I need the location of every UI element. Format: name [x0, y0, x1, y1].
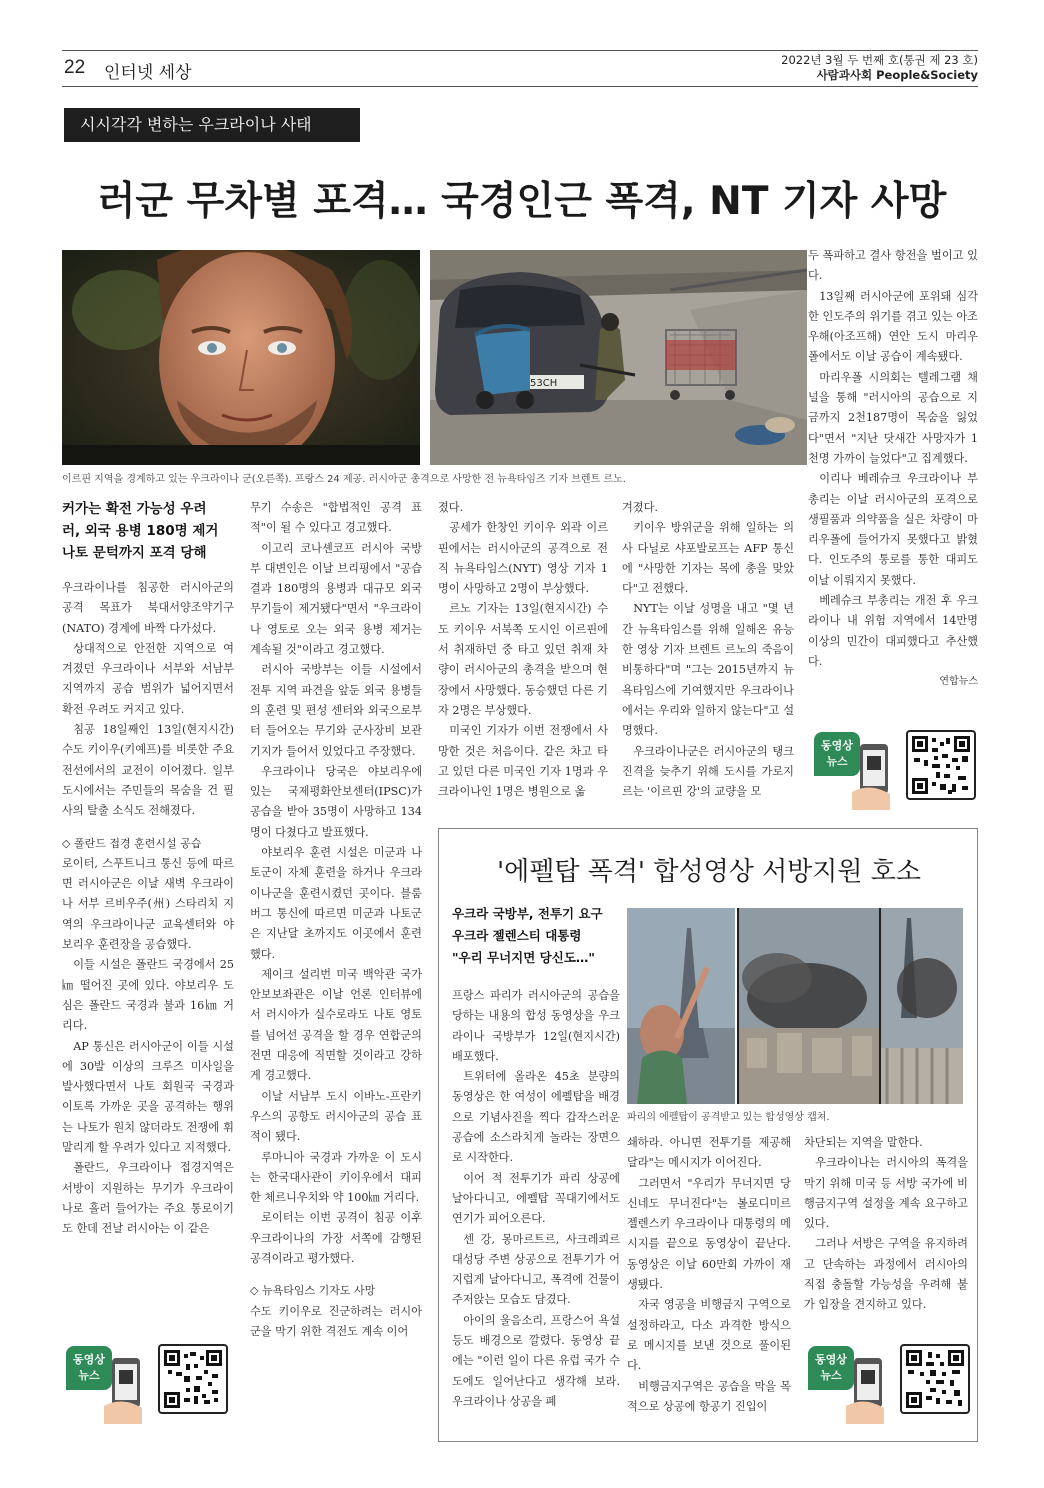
- paragraph: 키이우 방위군을 위해 일하는 의사 다닐로 샤포발로프는 AFP 통신에 "사망한 기자는 목에 총을 맞았다"고 전했다.: [622, 521, 794, 596]
- tag-line: 뉴스: [78, 1369, 100, 1382]
- issue-info: [781, 53, 978, 83]
- paragraph: 루마니아 국경과 가까운 이 도시는 한국대사관이 키이우에서 대피한 체르니우치와 약 100㎞ 거리다.: [250, 1150, 422, 1205]
- main-headline: 러군 무차별 포격… 국경인근 폭격, NT 기자 사망: [97, 179, 947, 224]
- paragraph: 이리나 베레슈크 우크라이나 부총리는 이날 러시아군의 포격으로 생필품과 의약품을 실은 차량이 마리우폴에 들어가지 못했다고 밝혔다. 인도주의 통로를 통한 대피도 이날 이뤄지지 못했다.: [808, 472, 978, 587]
- section-name: 인터넷 세상: [104, 63, 192, 83]
- paragraph: 무기 수송은 "합법적인 공격 표적"이 될 수 있다고 경고했다.: [250, 501, 422, 535]
- article-column-5: [808, 246, 978, 693]
- sidebar-column-2: [627, 1133, 791, 1417]
- paragraph: 베레슈크 부총리는 개전 후 우크라이나 내 위험 지역에서 14만명 이상의 민간이 대피했다고 추산했다.: [808, 594, 978, 668]
- paragraph: 트위터에 올라온 45초 분량의 동영상은 한 여성이 에펠탑을 배경으로 기념사진을 찍다 갑작스러운 공습에 소스라치게 놀라는 장면으로 시작한다.: [452, 1070, 620, 1165]
- phone-hand-icon: [102, 1356, 152, 1426]
- paragraph: 자국 영공을 비행금지 구역으로 설정하라고, 다소 과격한 방식으로 메시지를 보낸 것으로 풀이된다.: [627, 1298, 791, 1373]
- header-bottom-rule: [62, 86, 978, 87]
- paragraph: 이어 적 전투기가 파리 상공에 날아다니고, 에펠탑 꼭대기에서도 연기가 피어오른다.: [452, 1171, 620, 1226]
- paragraph: 마리우폴 시의회는 텔레그램 채널을 통해 "러시아의 공습으로 지금까지 2천187명이 목숨을 잃었다"면서 "지난 닷새간 사망자가 1천명 가까이 늘었다"고 집계했다.: [808, 370, 978, 465]
- article-column-4: [622, 498, 794, 802]
- deck-line: 나토 문턱까지 포격 당해: [62, 545, 207, 561]
- phone-hand-icon: [844, 1356, 894, 1426]
- header-top-rule: [62, 50, 978, 51]
- paragraph: 비행금지구역은 공습을 막을 목적으로 상공에 항공기 진입이: [627, 1379, 791, 1413]
- paragraph: 우크라이나 당국은 야보리우에 있는 국제평화안보센터(IPSC)가 공습을 받아 35명이 사망하고 134명이 다쳤다고 발표했다.: [250, 764, 422, 839]
- paragraph: 우크라이나는 러시아의 폭격을 막기 위해 미국 등 서방 국가에 비행금지구역 설정을 계속 요구하고 있다.: [804, 1156, 968, 1231]
- paragraph: 그러나 서방은 구역을 유지하려고 단속하는 과정에서 러시아의 직접 충돌할 가능성을 우려해 불가 입장을 견지하고 있다.: [804, 1237, 968, 1312]
- paragraph: 이들 시설은 폴란드 국경에서 25㎞ 떨어진 곳에 있다. 야보리우 도심은 폴란드 국경과 불과 16㎞ 거리다.: [62, 958, 234, 1033]
- paragraph: 우크라이나군은 러시아군의 탱크 진격을 늦추기 위해 도시를 가로지르는 '이르핀 강'의 교량을 모: [622, 744, 794, 799]
- topic-banner: 시시각각 변하는 우크라이나 사태: [64, 108, 360, 142]
- portrait-photo: [62, 250, 420, 465]
- deck-line: 우크라 국방부, 전투기 요구: [452, 906, 603, 921]
- paragraph: 프랑스 파리가 러시아군의 공습을 당하는 내용의 합성 동영상을 우크라이나 국방부가 12일(현지시간) 배포했다.: [452, 989, 620, 1063]
- paragraph: 차단되는 지역을 말한다.: [804, 1136, 923, 1149]
- qr-code-icon: [158, 1344, 228, 1414]
- tag-line: 뉴스: [826, 755, 848, 768]
- article-column-2: [250, 498, 422, 1342]
- paragraph: 센 강, 몽마르트르, 사크레쾨르 대성당 주변 상공으로 전투기가 어지럽게 날아다니고, 폭격에 건물이 주저앉는 모습도 담겼다.: [452, 1232, 620, 1307]
- paragraph: NYT는 이날 성명을 내고 "몇 년 간 뉴욕타임스를 위해 일해온 유능한 영상 기자 브렌트 르노의 죽음이 비통하다"며 "그는 2015년까지 뉴욕타임스에 기여했지만 우크라이나에서는 우리와 일하지 않는다"고 설명했다.: [622, 602, 794, 738]
- tag-line: 뉴스: [820, 1369, 842, 1382]
- sidebar-column-1: [452, 986, 620, 1412]
- subheading: ◇ 폴란드 접경 훈련시설 공습: [62, 836, 202, 850]
- tag-line: 동영상: [73, 1353, 105, 1366]
- news-credit: 연합뉴스: [939, 676, 978, 688]
- subheading: ◇ 뉴욕타임스 기자도 사망: [250, 1284, 376, 1298]
- paragraph: 르노 기자는 13일(현지시간) 수도 키이우 서북쪽 도시인 이르핀에서 취재하던 중 타고 있던 취재 차량이 러시아군의 총격을 받으며 현장에서 사망했다. 동승했던 다른 기자 2명은 부상했다.: [438, 602, 608, 717]
- sidebar-deck: [452, 903, 622, 969]
- paragraph: 그러면서 "우리가 무너지면 당신네도 무너진다"는 볼로디미르 젤렌스키 우크라이나 대통령의 메시지를 끝으로 동영상이 끝난다. 동영상은 이날 60만회 가까이 재생됐다.: [627, 1176, 791, 1292]
- paragraph: 미국인 기자가 이번 전쟁에서 사망한 것은 처음이다. 같은 차고 타고 있던 다른 미국인 기자 1명과 우크라이나인 1명은 병원으로 옮: [438, 724, 608, 799]
- paragraph: 졌다.: [438, 501, 464, 514]
- paragraph: 로이터, 스푸트니크 통신 등에 따르면 러시아군은 이날 새벽 우크라이나 서부 르비우주(州) 스타리치 지역의 우크라이나군 교육센터와 야보리우 훈련장을 공습했다.: [62, 856, 234, 952]
- sidebar-headline: '에펠탑 폭격' 합성영상 서방지원 호소: [496, 857, 922, 887]
- paragraph: 두 폭파하고 결사 항전을 벌이고 있다.: [808, 249, 978, 283]
- paragraph: 수도 키이우로 진군하려는 러시아군을 막기 위한 격전도 계속 이어: [250, 1304, 422, 1338]
- tag-line: 동영상: [821, 739, 853, 752]
- paragraph: 제이크 설리번 미국 백악관 국가안보보좌관은 이날 언론 인터뷰에서 러시아가 실수로라도 나토 영토를 넘어선 공격을 할 경우 연합군의 전면 대응에 직면할 것이라고 강하게 경고했다.: [250, 967, 422, 1083]
- qr-code-icon: [900, 1344, 970, 1414]
- tag-line: 동영상: [815, 1353, 847, 1366]
- deck-line: 러, 외국 용병 180명 제거: [62, 523, 219, 539]
- paragraph: 우크라이나를 침공한 러시아군의 공격 목표가 북대서양조약기구(NATO) 경계에 바짝 다가섰다.: [62, 581, 234, 635]
- paragraph: 폴란드, 우크라이나 접경지역은 서방이 지원하는 무기가 우크라이나로 흘러 들어가는 주요 통로이기도 한데 전날 러시아는 이 같은: [62, 1161, 234, 1236]
- article-column-3: [438, 498, 608, 802]
- phone-hand-icon: [850, 742, 900, 812]
- video-news-qr[interactable]: [814, 730, 984, 810]
- eiffel-composite-image: [627, 908, 963, 1104]
- article-deck: [62, 498, 234, 564]
- issue-date: 2022년 3월 두 번째 호(통권 제 23 호): [781, 53, 978, 67]
- paragraph: 야보리우 훈련 시설은 미군과 나토군이 자체 훈련을 하거나 우크라이나군을 훈련시켰던 곳이다. 블룸버그 통신에 따르면 미군과 나토군은 지난달 초까지도 이곳에서 훈련했다.: [250, 846, 422, 961]
- paragraph: AP 통신은 러시아군이 이들 시설에 30발 이상의 크루즈 미사일을 발사했다면서 나토 회원국 국경과 이토록 가까운 곳을 공격하는 행위는 나토가 원치 않더라도 전쟁에 휘말리게 할 우려가 있다고 지적했다.: [62, 1039, 234, 1155]
- paragraph: 이날 서남부 도시 이바노-프란키우스의 공항도 러시아군의 공습 표적이 됐다.: [250, 1089, 422, 1144]
- publication-name: 사람과사회 People&Society: [816, 68, 978, 82]
- paragraph: 공세가 한창인 키이우 외곽 이르핀에서는 러시아군의 공격으로 전직 뉴욕타임스(NYT) 영상 기자 1명이 사망하고 2명이 부상했다.: [438, 521, 608, 596]
- video-news-qr[interactable]: [66, 1344, 236, 1424]
- paragraph: 아이의 울음소리, 프랑스어 욕설 등도 배경으로 깔렸다. 동영상 끝에는 "이런 일이 다른 유럽 국가 수도에도 일어난다고 생각해 보라. 우크라이나 상공을 폐: [452, 1313, 620, 1408]
- paragraph: 러시아 국방부는 이들 시설에서 전투 지역 파견을 앞둔 외국 용병들의 훈련 및 편성 센터와 외국으로부터 들어오는 무기와 군사장비 보관 기지가 들어서 있었다고 주장했다.: [250, 663, 422, 758]
- paragraph: 로이터는 이번 공격이 침공 이후 우크라이나의 가장 서쪽에 감행된 공격이라고 평가했다.: [250, 1211, 422, 1265]
- sidebar-photo-caption: 파리의 에펠탑이 공격받고 있는 합성영상 캡쳐.: [627, 1112, 830, 1123]
- deck-line: "우리 무너지면 당신도…": [452, 950, 595, 965]
- sidebar-column-3: [804, 1133, 968, 1316]
- deck-line: 우크라 젤렌스티 대통령: [452, 928, 582, 943]
- page-number: 22: [64, 57, 86, 78]
- qr-code-icon: [906, 730, 976, 800]
- photo-caption: 이르핀 지역을 경계하고 있는 우크라이나 군(오른쪽). 프랑스 24 제공. 러시아군 총격으로 사망한 전 뉴욕타임즈 기자 브렌트 르노.: [62, 474, 626, 485]
- article-column-1: [62, 498, 234, 1240]
- deck-line: 커가는 확전 가능성 우려: [62, 501, 207, 517]
- paragraph: 이고리 코나셴코프 러시아 국방부 대변인은 이날 브리핑에서 "공습 결과 180명의 용병과 대규모 외국 무기들이 제거됐다"면서 "우크라이나 영토로 오는 외국 용병 제거는 계속될 것"이라고 경고했다.: [250, 541, 422, 657]
- paragraph: 상대적으로 안전한 지역으로 여겨졌던 우크라이나 서부와 서남부 지역까지 공습 범위가 넓어지면서 확전 우려도 커지고 있다.: [62, 641, 234, 716]
- plate-text: 53CH: [530, 378, 558, 389]
- paragraph: 13일째 러시아군에 포위돼 심각한 인도주의 위기를 겪고 있는 아조우해(아조프해) 연안 도시 마리우폴에서도 이날 공습이 계속됐다.: [808, 289, 978, 364]
- paragraph: 쇄하라. 아니면 전투기를 제공해 달라"는 메시지가 이어진다.: [627, 1136, 791, 1170]
- paragraph: 침공 18일째인 13일(현지시간) 수도 키이우(키예프)를 비롯한 주요 전선에서의 교전이 이어졌다. 일부 도시에서는 주민들의 목숨을 건 필사의 탈출 소식도 전해졌다.: [62, 723, 234, 818]
- video-news-qr[interactable]: [808, 1344, 978, 1424]
- paragraph: 겨졌다.: [622, 501, 658, 514]
- street-photo: [430, 250, 807, 465]
